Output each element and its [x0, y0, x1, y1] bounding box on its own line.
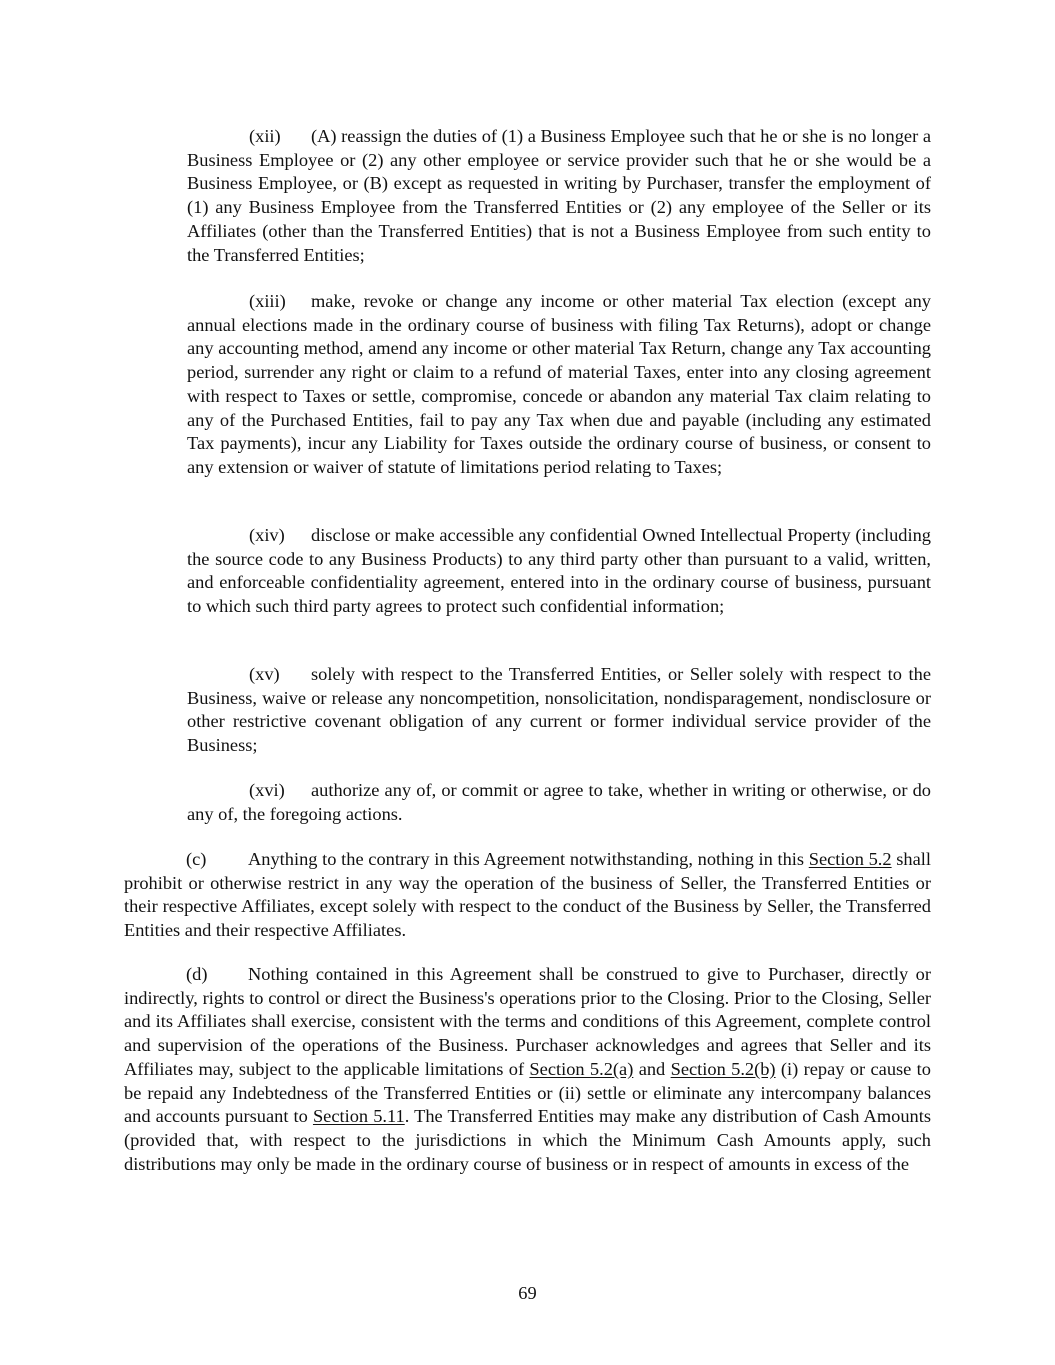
- paragraph-text: (A) reassign the duties of (1) a Business Employee such that he or she is no longer a Business Employee or (2) any other employee or service provider such that he or she would be a Business Employee, or (B) except as requested in writing by Purchaser, transfer the employment of (1) any Business Employee from the Transferred Entities or (2) any employee of the Seller or its Affiliates (other than the Transferred Entities) that is not a Business Employee from such entity to the Transferred Entities;: [187, 126, 931, 265]
- paragraph-text: and: [633, 1058, 671, 1079]
- paragraph-text: Anything to the contrary in this Agreement notwithstanding, nothing in this: [248, 849, 809, 869]
- item-number: (xv): [249, 664, 280, 684]
- item-number: (xii): [249, 126, 281, 146]
- paragraph-text: shall prohibit or otherwise restrict in any way the operation of the business of Seller, the Transferred Entities or their respective Affiliates, except solely with respect to the conduct of the Business by Seller, the Transferred Entities and their respective Affiliates.: [124, 849, 932, 941]
- page-number: 69: [518, 1283, 537, 1303]
- item-number: (xiii): [249, 291, 286, 311]
- paragraph-text: (i) repay or cause to be repaid any Indebtedness of the Transferred Entities or (ii) settle or eliminate any intercompany balances and accounts pursuant to: [124, 1058, 931, 1127]
- paragraph-text: make, revoke or change any income or other material Tax election (except any annual elections made in the ordinary course of business with filing Tax Returns), adopt or change any accounting method, amend any income or other material Tax Return, change any Tax accounting period, surrender any right or claim to a refund of material Taxes, enter into any closing agreement with respect to Taxes or settle, compromise, concede or abandon any material Tax claim relating to any of the Purchased Entities, fail to pay any Tax when due and payable (including any estimated Tax payments), incur any Liability for Taxes outside the ordinary course of business, or consent to any extension or waiver of statute of limitations period relating to Taxes;: [187, 291, 931, 477]
- paragraph-text: Nothing contained in this Agreement shall be construed to give to Purchaser, directly or indirectly, rights to control or direct the Business's operations prior to the Closing. Prior to the Closing, Seller and its Affiliates shall exercise, consistent with the terms and conditions of this Agreement, complete control and supervision of the operations of the Business. Purchaser acknowledges and agrees that Seller and its Affiliates may, subject to the applicable limitations of: [124, 964, 931, 1079]
- paragraph-xvi: [187, 779, 931, 826]
- paragraph-xv: [187, 663, 931, 758]
- paragraph-text: . The Transferred Entities may make any distribution of Cash Amounts (provided that, with respect to the jurisdictions in which the Minimum Cash Amounts apply, such distributions may only be made in the ordinary course of business or in respect of amounts in excess of the: [124, 1106, 931, 1174]
- item-number: (xvi): [249, 780, 285, 800]
- paragraph-xiii: [187, 290, 931, 480]
- section-reference-link: Section 5.2(b): [670, 1058, 776, 1079]
- section-reference-link: Section 5.11: [312, 1106, 405, 1127]
- paragraph-xiv: [187, 524, 931, 619]
- item-number: (d): [186, 964, 208, 984]
- paragraph-d: [124, 963, 931, 1176]
- section-reference-link: Section 5.2(a): [529, 1058, 634, 1079]
- item-number: (c): [186, 849, 207, 869]
- paragraph-text: solely with respect to the Transferred Entities, or Seller solely with respect to the Business, waive or release any noncompetition, nonsolicitation, nondisparagement, nondisclosure or other restrictive covenant obligation of any current or former individual service provider of the Business;: [187, 664, 931, 756]
- paragraph-text: authorize any of, or commit or agree to take, whether in writing or otherwise, or do any of, the foregoing actions.: [187, 780, 931, 824]
- section-reference-link: Section 5.2: [808, 849, 892, 869]
- paragraph-c: [124, 848, 931, 943]
- paragraph-text: disclose or make accessible any confidential Owned Intellectual Property (including the source code to any Business Products) to any third party other than pursuant to a valid, written, and enforceable confidentiality agreement, entered into in the ordinary course of business, pursuant to which such third party agrees to protect such confidential information;: [187, 525, 931, 617]
- item-number: (xiv): [249, 525, 285, 545]
- paragraph-xii: [187, 125, 931, 267]
